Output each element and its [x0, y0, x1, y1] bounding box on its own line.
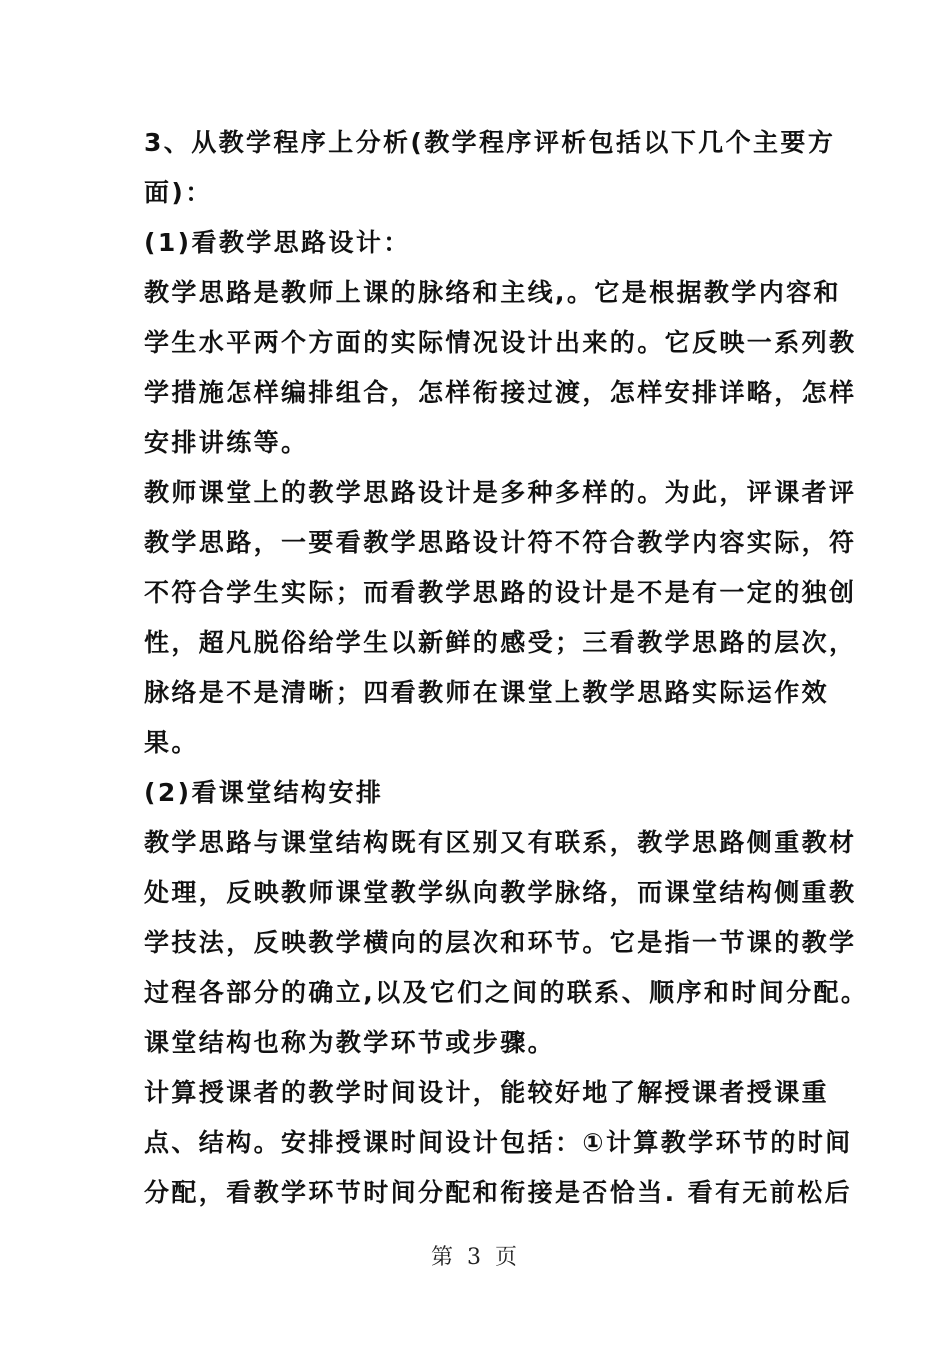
- text-line: 处理，反映教师课堂教学纵向教学脉络，而课堂结构侧重教: [144, 878, 857, 907]
- text-line: 学生水平两个方面的实际情况设计出来的。它反映一系列教: [144, 328, 857, 357]
- text-line: 分配，看教学环节时间分配和衔接是否恰当. 看有无前松后: [144, 1178, 853, 1207]
- page-number: [0, 1240, 950, 1271]
- text-line: 点、结构。安排授课时间设计包括：①计算教学环节的时间: [144, 1128, 853, 1157]
- text-line: 学措施怎样编排组合，怎样衔接过渡，怎样安排详略，怎样: [144, 378, 857, 407]
- text-line: 计算授课者的教学时间设计，能较好地了解授课者授课重: [144, 1078, 830, 1107]
- text-line: 教学思路与课堂结构既有区别又有联系，教学思路侧重教材: [144, 828, 857, 857]
- page-number-suffix: 页: [495, 1245, 520, 1270]
- text-line: 过程各部分的确立,以及它们之间的联系、顺序和时间分配。: [144, 978, 869, 1007]
- section-heading: (1)看教学思路设计：: [144, 228, 411, 257]
- text-line: 安排讲练等。: [144, 428, 309, 457]
- text-line: 教学思路是教师上课的脉络和主线,。它是根据教学内容和: [144, 278, 841, 307]
- text-line: 脉络是不是清晰；四看教师在课堂上教学思路实际运作效: [144, 678, 830, 707]
- text-line: 不符合学生实际；而看教学思路的设计是不是有一定的独创: [144, 578, 857, 607]
- page-number-prefix: 第: [430, 1245, 455, 1270]
- text-line: 性，超凡脱俗给学生以新鲜的感受；三看教学思路的层次，: [144, 628, 857, 657]
- text-line: 果。: [144, 728, 199, 757]
- section-heading: (2)看课堂结构安排: [144, 778, 384, 807]
- text-line: 教学思路，一要看教学思路设计符不符合教学内容实际，符: [144, 528, 857, 557]
- text-line: 学技法，反映教学横向的层次和环节。它是指一节课的教学: [144, 928, 857, 957]
- text-line: 教师课堂上的教学思路设计是多种多样的。为此，评课者评: [144, 478, 857, 507]
- text-line: 3、从教学程序上分析(教学程序评析包括以下几个主要方: [144, 128, 836, 157]
- page-number-value: 3: [467, 1245, 483, 1270]
- document-body: [144, 118, 869, 1218]
- text-line: 课堂结构也称为教学环节或步骤。: [144, 1028, 556, 1057]
- text-line: 面)：: [144, 178, 213, 207]
